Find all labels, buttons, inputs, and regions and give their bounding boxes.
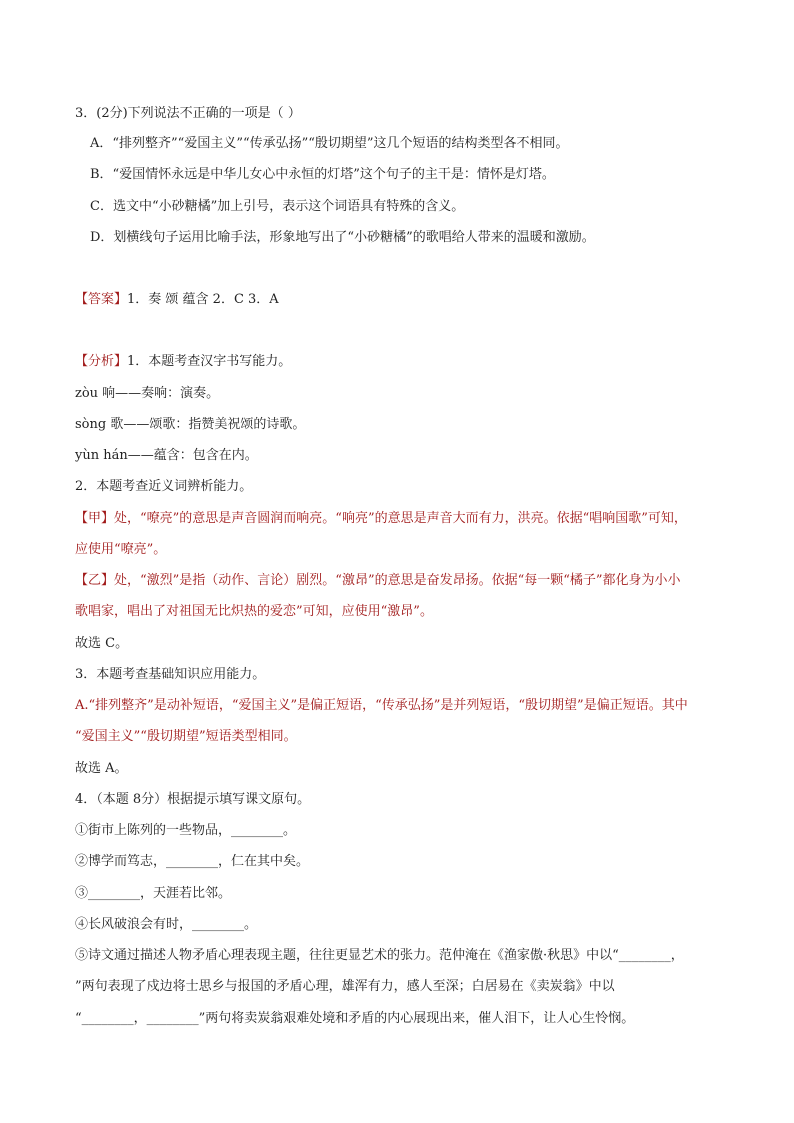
q4-stem: 4．（本题 8分）根据提示填写课文原句。 xyxy=(75,792,311,807)
analysis-line-7: 应使用“嘹亮”。 xyxy=(75,542,167,557)
q4-item-7: “________，________”两句将卖炭翁艰难处境和矛盾的内心展现出来，催人泪下，让人心生怜悯。 xyxy=(75,1011,635,1026)
q3-option-a: A．“排列整齐”“爱国主义”“传承弘扬”“殷切期望”这几个短语的结构类型各不相同。 xyxy=(90,136,569,151)
answer-line xyxy=(75,290,279,310)
q4-item-5: ⑤诗文通过描述人物矛盾心理表现主题，往往更显艺术的张力。范仲淹在《渔家傲·秋思》中以“________， xyxy=(75,948,684,963)
q4-item-2: ②博学而笃志，________，仁在其中矣。 xyxy=(75,854,310,869)
analysis-line-1 xyxy=(75,352,291,372)
analysis-line-3: sòng 歌——颂歌：指赞美祝颂的诗歌。 xyxy=(75,417,306,432)
analysis-line-14: 故选 A。 xyxy=(75,761,128,776)
answer-label: 【答案】 xyxy=(75,292,128,307)
analysis-line-9: 歌唱家，唱出了对祖国无比炽热的爱恋”可知，应使用“激昂”。 xyxy=(75,604,433,619)
analysis-line-12: A.“排列整齐”是动补短语，“爱国主义”是偏正短语，“传承弘扬”是并列短语，“殷切期望”是偏正短语。其中 xyxy=(75,698,688,713)
analysis-line-10: 故选 C。 xyxy=(75,636,129,651)
analysis-line-8: 【乙】处，“激烈”是指（动作、言论）剧烈。“激昂”的意思是奋发昂扬。依据“每一颗“橘子”都化身为小小 xyxy=(75,573,681,588)
analysis-label: 【分析】 xyxy=(75,354,128,369)
analysis-line-2: zòu 响——奏响：演奏。 xyxy=(75,386,220,401)
q4-item-6: ”两句表现了戍边将士思乡与报国的矛盾心理，雄浑有力，感人至深；白居易在《卖炭翁》中以 xyxy=(75,979,615,994)
q4-item-3: ③________，天涯若比邻。 xyxy=(75,886,232,901)
q3-option-b: B．“爱国情怀永远是中华儿女心中永恒的灯塔”这个句子的主干是：情怀是灯塔。 xyxy=(90,167,555,182)
q3-option-d: D．划横线句子运用比喻手法，形象地写出了“小砂糖橘”的歌唱给人带来的温暖和激励。 xyxy=(90,230,595,245)
analysis-line-13: “爱国主义”“殷切期望”短语类型相同。 xyxy=(75,729,297,744)
q3-option-c: C．选文中“小砂糖橘”加上引号，表示这个词语具有特殊的含义。 xyxy=(90,199,465,214)
answer-text: 1．奏 颂 蕴含 2．C 3．A xyxy=(127,292,279,307)
analysis-line-5: 2．本题考查近义词辨析能力。 xyxy=(75,479,253,494)
analysis-line-11: 3．本题考查基础知识应用能力。 xyxy=(75,667,266,682)
analysis-line-4: yùn hán——蕴含：包含在内。 xyxy=(75,448,258,463)
q4-item-1: ①街市上陈列的一些物品，________。 xyxy=(75,823,297,838)
analysis-line-6: 【甲】处，“嘹亮”的意思是声音圆润而响亮。“响亮”的意思是声音大而有力，洪亮。依据“唱响国歌”可知， xyxy=(75,511,687,526)
q3-stem: 3．(2分)下列说法不正确的一项是（ ） xyxy=(75,106,301,121)
q4-item-4: ④长风破浪会有时，________。 xyxy=(75,917,258,932)
analysis-text-1: 1．本题考查汉字书写能力。 xyxy=(127,354,292,369)
